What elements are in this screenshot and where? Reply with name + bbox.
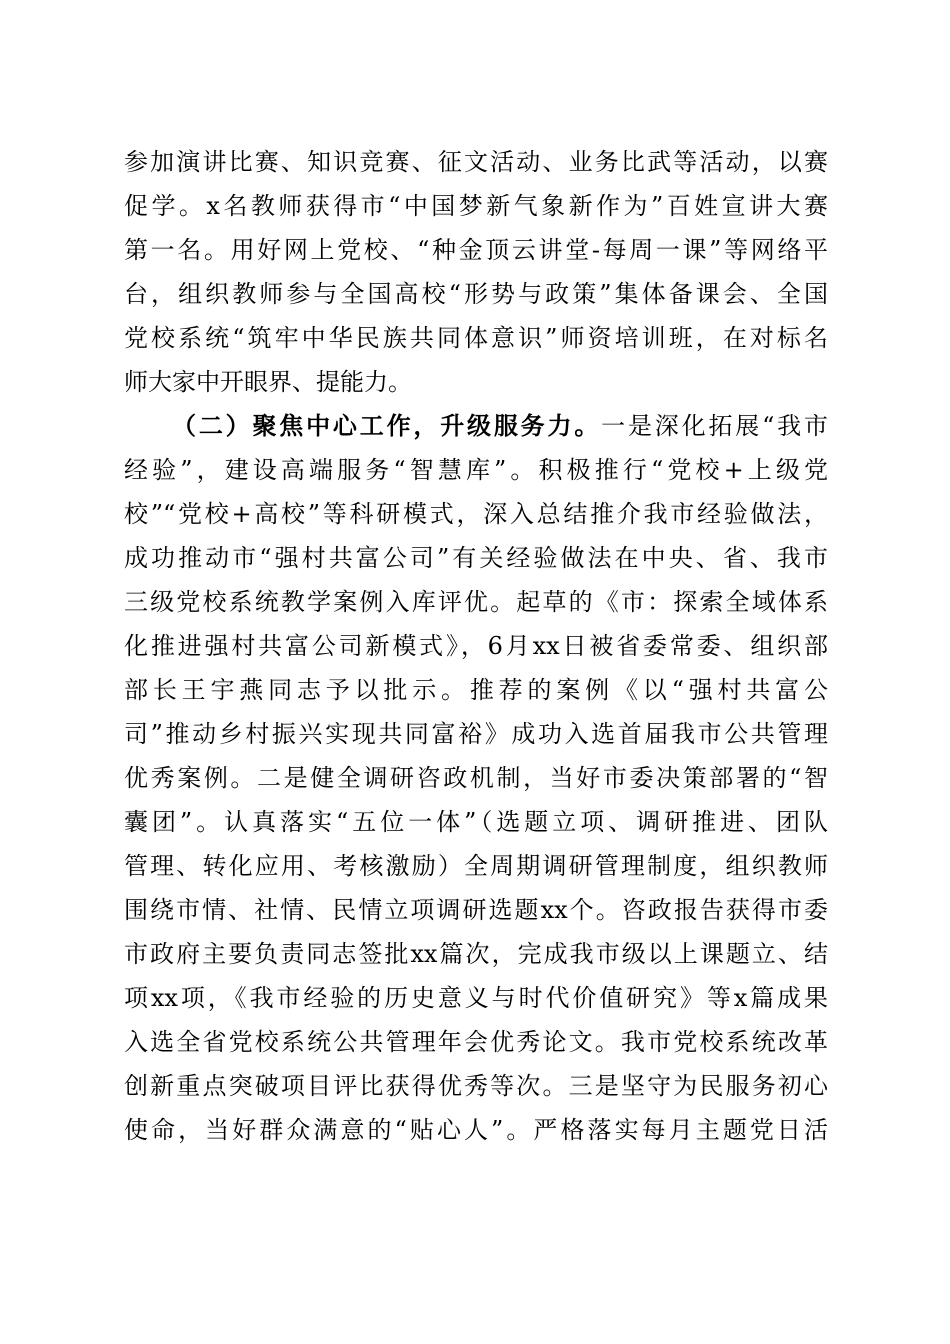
paragraph-2-line: 经验”，建设高端服务“智慧库”。积极推行“党校+上级党: [124, 456, 828, 484]
paragraph-2-line: 围绕市情、社情、民情立项调研选题xx个。咨政报告获得市委: [124, 896, 828, 924]
paragraph-2-line: 成功推动市“强村共富公司”有关经验做法在中央、省、我市: [124, 544, 828, 572]
paragraph-2-first-line-text: 一是深化拓展“我市: [601, 412, 828, 440]
paragraph-2-line: 市政府主要负责同志签批xx篇次，完成我市级以上课题立、结: [124, 940, 828, 968]
paragraph-1-line: 党校系统“筑牢中华民族共同体意识”师资培训班，在对标名: [124, 324, 828, 352]
paragraph-2-line: 入选全省党校系统公共管理年会优秀论文。我市党校系统改革: [124, 1028, 828, 1056]
paragraph-1: [124, 140, 828, 404]
section-heading: （二）聚焦中心工作，升级服务力。: [172, 411, 602, 440]
paragraph-2: [124, 404, 828, 1152]
paragraph-2-line: 校”“党校+高校”等科研模式，深入总结推介我市经验做法，: [124, 500, 828, 528]
paragraph-1-line: 第一名。用好网上党校、“种金顶云讲堂-每周一课”等网络平: [124, 236, 828, 264]
paragraph-2-line: 管理、转化应用、考核激励）全周期调研管理制度，组织教师: [124, 852, 828, 880]
paragraph-2-line: 三级党校系统教学案例入库评优。起草的《市：探索全域体系: [124, 588, 828, 616]
paragraph-1-line: 参加演讲比赛、知识竞赛、征文活动、业务比武等活动，以赛: [124, 148, 828, 176]
paragraph-2-line: 项xx项，《我市经验的历史意义与时代价值研究》等x篇成果: [124, 984, 828, 1012]
document-body: [124, 140, 828, 1152]
paragraph-1-line: 台，组织教师参与全国高校“形势与政策”集体备课会、全国: [124, 280, 828, 308]
paragraph-2-line: 使命，当好群众满意的“贴心人”。严格落实每月主题党日活: [124, 1116, 828, 1144]
paragraph-2-first-line: [124, 404, 828, 448]
paragraph-1-line: 促学。x名教师获得市“中国梦新气象新作为”百姓宣讲大赛: [124, 192, 828, 220]
paragraph-1-line: 师大家中开眼界、提能力。: [124, 368, 412, 396]
paragraph-2-line: 部长王宇燕同志予以批示。推荐的案例《以“强村共富公: [124, 676, 828, 704]
paragraph-2-line: 创新重点突破项目评比获得优秀等次。三是坚守为民服务初心: [124, 1072, 828, 1100]
paragraph-2-line: 囊团”。认真落实“五位一体”（选题立项、调研推进、团队: [124, 808, 828, 836]
paragraph-2-line: 司”推动乡村振兴实现共同富裕》成功入选首届我市公共管理: [124, 720, 828, 748]
paragraph-2-line: 化推进强村共富公司新模式》，6月xx日被省委常委、组织部: [124, 632, 828, 660]
paragraph-2-line: 优秀案例。二是健全调研咨政机制，当好市委决策部署的“智: [124, 764, 828, 792]
